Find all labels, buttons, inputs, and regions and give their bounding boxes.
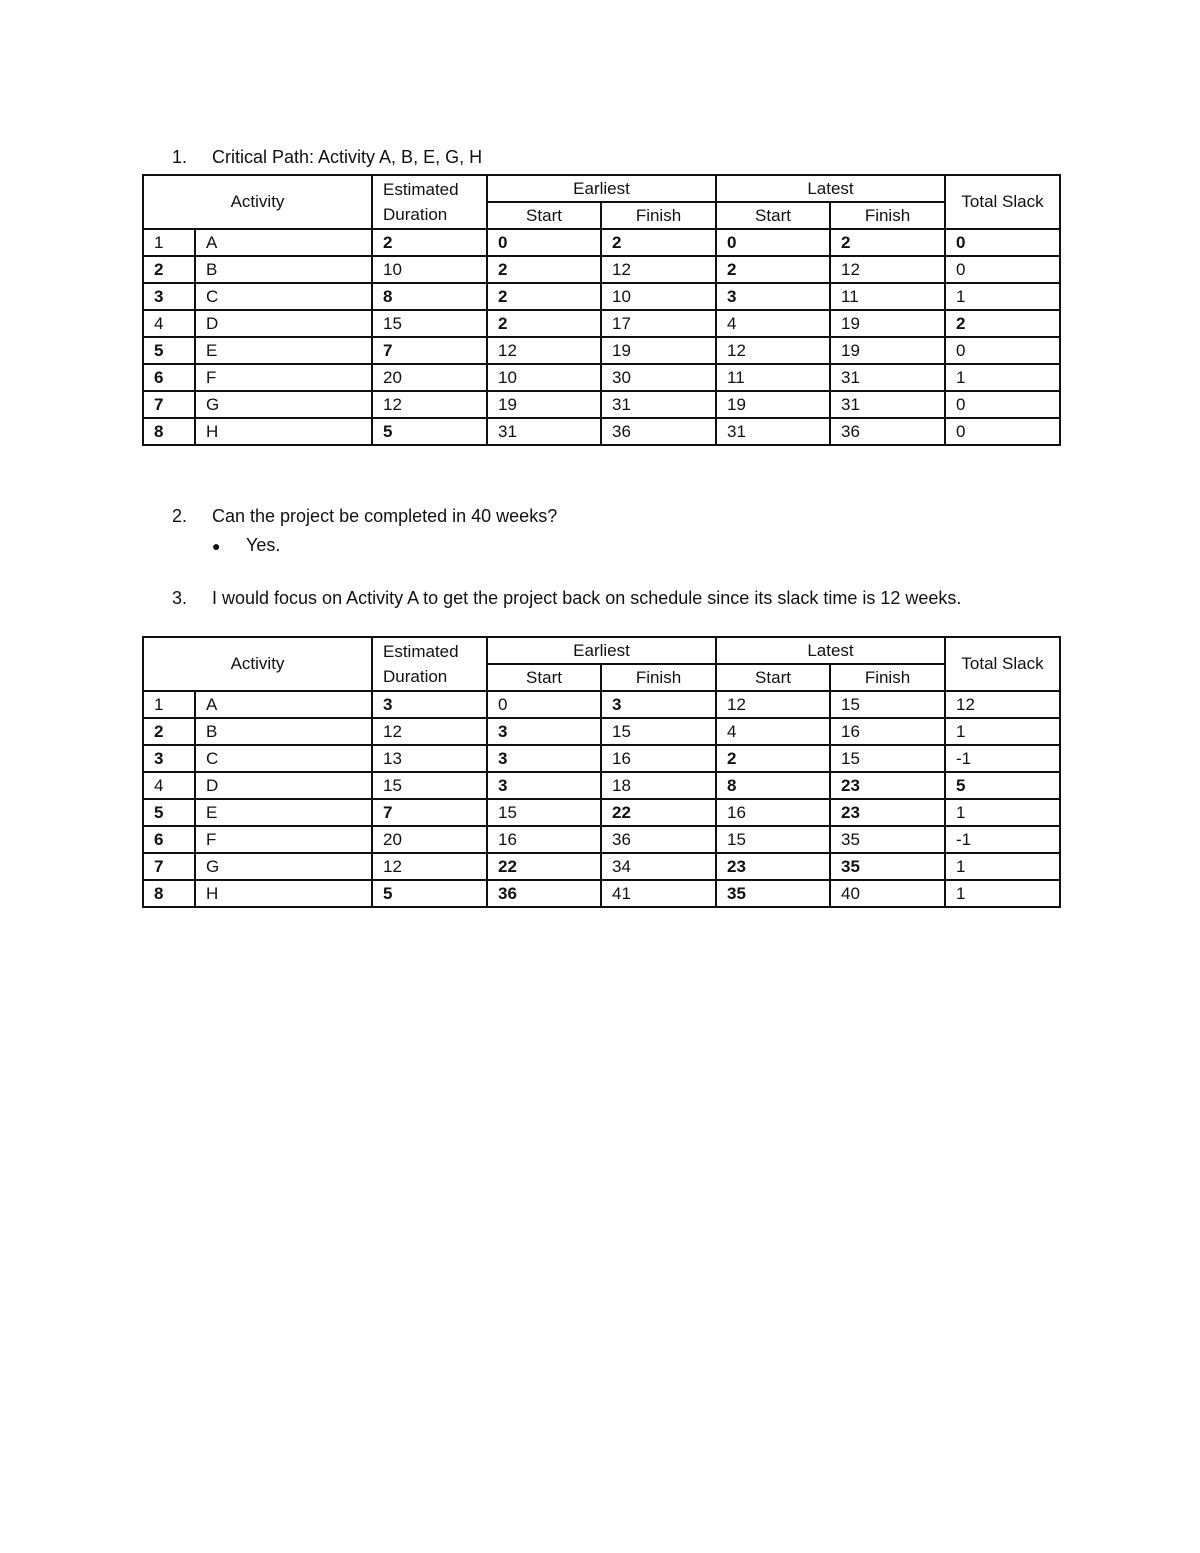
earliest-start-cell: 3 (487, 745, 601, 772)
table-row (143, 310, 1060, 337)
question-1-text: Critical Path: Activity A, B, E, G, H (212, 147, 483, 167)
latest-finish-cell: 23 (830, 799, 945, 826)
table-row (143, 718, 1060, 745)
question-2 (172, 505, 557, 527)
header-latest-finish: Finish (830, 202, 945, 229)
header-earliest: Earliest (487, 175, 716, 202)
question-2-number: 2. (172, 506, 188, 526)
table-row (143, 418, 1060, 445)
row-number: 3 (143, 745, 195, 772)
table-row (143, 229, 1060, 256)
activity-name: G (195, 853, 372, 880)
table-row (143, 337, 1060, 364)
latest-start-cell: 4 (716, 310, 830, 337)
table-row (143, 880, 1060, 907)
table-row (143, 691, 1060, 718)
row-number: 2 (143, 256, 195, 283)
earliest-start-cell: 2 (487, 283, 601, 310)
duration-cell: 5 (372, 880, 487, 907)
earliest-finish-cell: 34 (601, 853, 716, 880)
header-latest: Latest (716, 175, 945, 202)
latest-start-cell: 8 (716, 772, 830, 799)
latest-finish-cell: 2 (830, 229, 945, 256)
latest-finish-cell: 36 (830, 418, 945, 445)
latest-start-cell: 12 (716, 691, 830, 718)
header-latest-finish: Finish (830, 664, 945, 691)
earliest-finish-cell: 10 (601, 283, 716, 310)
latest-start-cell: 0 (716, 229, 830, 256)
duration-cell: 5 (372, 418, 487, 445)
activity-name: D (195, 310, 372, 337)
earliest-finish-cell: 12 (601, 256, 716, 283)
duration-cell: 12 (372, 718, 487, 745)
latest-finish-cell: 35 (830, 826, 945, 853)
duration-cell: 12 (372, 391, 487, 418)
slack-cell: -1 (945, 745, 1060, 772)
latest-start-cell: 16 (716, 799, 830, 826)
duration-cell: 12 (372, 853, 487, 880)
latest-start-cell: 2 (716, 745, 830, 772)
earliest-finish-cell: 2 (601, 229, 716, 256)
header-earliest-finish: Finish (601, 664, 716, 691)
earliest-start-cell: 2 (487, 310, 601, 337)
header-estimated-label: Estimated (383, 642, 459, 661)
table-row (143, 853, 1060, 880)
latest-start-cell: 2 (716, 256, 830, 283)
header-estimated-label: Estimated (383, 180, 459, 199)
activity-name: G (195, 391, 372, 418)
duration-cell: 15 (372, 772, 487, 799)
slack-cell: 1 (945, 718, 1060, 745)
question-1 (172, 146, 482, 168)
earliest-finish-cell: 41 (601, 880, 716, 907)
slack-cell: 1 (945, 799, 1060, 826)
earliest-finish-cell: 36 (601, 418, 716, 445)
earliest-finish-cell: 3 (601, 691, 716, 718)
row-number: 8 (143, 418, 195, 445)
earliest-finish-cell: 15 (601, 718, 716, 745)
latest-finish-cell: 31 (830, 364, 945, 391)
header-activity: Activity (143, 175, 372, 229)
earliest-start-cell: 0 (487, 691, 601, 718)
earliest-finish-cell: 18 (601, 772, 716, 799)
answer-2 (212, 534, 280, 557)
table-row (143, 283, 1060, 310)
duration-cell: 15 (372, 310, 487, 337)
row-number: 4 (143, 310, 195, 337)
question-3-text: I would focus on Activity A to get the project back on schedule since its slack time is 12 weeks. (212, 588, 962, 608)
header-latest-start: Start (716, 664, 830, 691)
activity-name: F (195, 364, 372, 391)
earliest-start-cell: 3 (487, 718, 601, 745)
slack-cell: 1 (945, 364, 1060, 391)
slack-cell: 1 (945, 853, 1060, 880)
header-earliest-start: Start (487, 664, 601, 691)
row-number: 5 (143, 799, 195, 826)
header-earliest-start: Start (487, 202, 601, 229)
table-row (143, 799, 1060, 826)
activity-name: A (195, 229, 372, 256)
activity-name: E (195, 337, 372, 364)
slack-cell: 0 (945, 418, 1060, 445)
activity-name: B (195, 718, 372, 745)
row-number: 4 (143, 772, 195, 799)
table-row (143, 772, 1060, 799)
latest-finish-cell: 15 (830, 745, 945, 772)
earliest-finish-cell: 19 (601, 337, 716, 364)
latest-finish-cell: 16 (830, 718, 945, 745)
earliest-start-cell: 2 (487, 256, 601, 283)
header-duration-label: Duration (383, 667, 448, 686)
earliest-start-cell: 3 (487, 772, 601, 799)
latest-finish-cell: 31 (830, 391, 945, 418)
header-latest: Latest (716, 637, 945, 664)
row-number: 1 (143, 229, 195, 256)
slack-cell: -1 (945, 826, 1060, 853)
table-row (143, 826, 1060, 853)
latest-finish-cell: 23 (830, 772, 945, 799)
duration-cell: 10 (372, 256, 487, 283)
latest-start-cell: 3 (716, 283, 830, 310)
latest-start-cell: 23 (716, 853, 830, 880)
row-number: 2 (143, 718, 195, 745)
slack-cell: 1 (945, 880, 1060, 907)
activity-name: B (195, 256, 372, 283)
activity-name: H (195, 880, 372, 907)
row-number: 3 (143, 283, 195, 310)
question-3 (172, 587, 961, 609)
latest-finish-cell: 15 (830, 691, 945, 718)
earliest-finish-cell: 17 (601, 310, 716, 337)
slack-cell: 0 (945, 391, 1060, 418)
duration-cell: 7 (372, 799, 487, 826)
slack-cell: 5 (945, 772, 1060, 799)
row-number: 1 (143, 691, 195, 718)
duration-cell: 3 (372, 691, 487, 718)
earliest-finish-cell: 36 (601, 826, 716, 853)
latest-start-cell: 12 (716, 337, 830, 364)
latest-start-cell: 11 (716, 364, 830, 391)
duration-cell: 2 (372, 229, 487, 256)
question-1-number: 1. (172, 147, 188, 167)
activity-name: D (195, 772, 372, 799)
duration-cell: 20 (372, 364, 487, 391)
latest-start-cell: 4 (716, 718, 830, 745)
activity-name: H (195, 418, 372, 445)
header-total-slack: Total Slack (945, 175, 1060, 229)
earliest-start-cell: 0 (487, 229, 601, 256)
answer-2-text: Yes. (246, 535, 281, 555)
earliest-start-cell: 12 (487, 337, 601, 364)
latest-finish-cell: 11 (830, 283, 945, 310)
activity-name: C (195, 283, 372, 310)
schedule-table-revised (142, 636, 1061, 908)
slack-cell: 12 (945, 691, 1060, 718)
row-number: 6 (143, 826, 195, 853)
earliest-finish-cell: 16 (601, 745, 716, 772)
header-total-slack: Total Slack (945, 637, 1060, 691)
table-row (143, 364, 1060, 391)
header-earliest: Earliest (487, 637, 716, 664)
header-earliest-finish: Finish (601, 202, 716, 229)
header-activity: Activity (143, 637, 372, 691)
earliest-start-cell: 31 (487, 418, 601, 445)
latest-start-cell: 35 (716, 880, 830, 907)
header-latest-start: Start (716, 202, 830, 229)
row-number: 7 (143, 391, 195, 418)
latest-finish-cell: 19 (830, 310, 945, 337)
duration-cell: 7 (372, 337, 487, 364)
earliest-finish-cell: 22 (601, 799, 716, 826)
latest-start-cell: 19 (716, 391, 830, 418)
table-row (143, 391, 1060, 418)
question-2-text: Can the project be completed in 40 weeks? (212, 506, 558, 526)
latest-finish-cell: 19 (830, 337, 945, 364)
table-row (143, 256, 1060, 283)
latest-start-cell: 15 (716, 826, 830, 853)
slack-cell: 0 (945, 229, 1060, 256)
activity-name: C (195, 745, 372, 772)
activity-name: E (195, 799, 372, 826)
earliest-start-cell: 15 (487, 799, 601, 826)
row-number: 5 (143, 337, 195, 364)
earliest-start-cell: 16 (487, 826, 601, 853)
duration-cell: 13 (372, 745, 487, 772)
duration-cell: 8 (372, 283, 487, 310)
header-estimated-duration (372, 175, 487, 229)
earliest-finish-cell: 30 (601, 364, 716, 391)
latest-finish-cell: 35 (830, 853, 945, 880)
latest-finish-cell: 12 (830, 256, 945, 283)
earliest-start-cell: 19 (487, 391, 601, 418)
duration-cell: 20 (372, 826, 487, 853)
header-duration-label: Duration (383, 205, 448, 224)
table-row (143, 745, 1060, 772)
schedule-table-original (142, 174, 1061, 446)
question-3-number: 3. (172, 588, 188, 608)
row-number: 6 (143, 364, 195, 391)
bullet-icon: ● (212, 538, 221, 554)
activity-name: F (195, 826, 372, 853)
activity-name: A (195, 691, 372, 718)
latest-finish-cell: 40 (830, 880, 945, 907)
earliest-start-cell: 36 (487, 880, 601, 907)
header-estimated-duration (372, 637, 487, 691)
slack-cell: 1 (945, 283, 1060, 310)
slack-cell: 0 (945, 256, 1060, 283)
latest-start-cell: 31 (716, 418, 830, 445)
earliest-finish-cell: 31 (601, 391, 716, 418)
row-number: 8 (143, 880, 195, 907)
slack-cell: 0 (945, 337, 1060, 364)
earliest-start-cell: 22 (487, 853, 601, 880)
earliest-start-cell: 10 (487, 364, 601, 391)
slack-cell: 2 (945, 310, 1060, 337)
row-number: 7 (143, 853, 195, 880)
